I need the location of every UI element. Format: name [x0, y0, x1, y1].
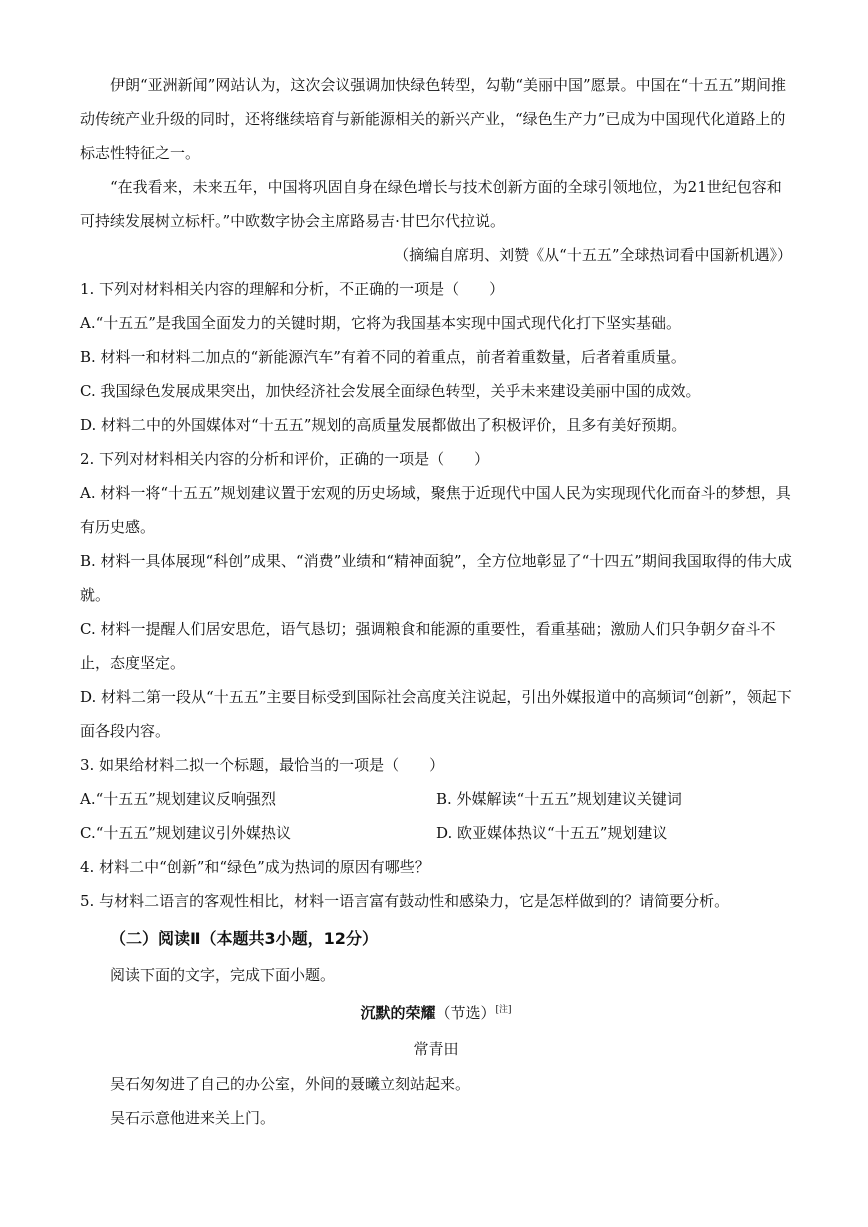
question-3-option-c: C.“十五五”规划建议引外媒热议 — [80, 824, 292, 842]
question-2-stem: 2. 下列对材料相关内容的分析和评价，正确的一项是（ ） — [80, 450, 490, 468]
question-3-stem: 3. 如果给材料二拟一个标题，最恰当的一项是（ ） — [80, 756, 445, 774]
question-1-option-b: B. 材料一和材料二加点的“新能源汽车”有着不同的着重点，前者着重数量，后者着重质量。 — [80, 348, 686, 366]
question-1-option-a: A.“十五五”是我国全面发力的关键时期，它将为我国基本实现中国式现代化打下坚实基础。 — [80, 314, 681, 332]
story-title-suffix: （节选） — [435, 1004, 496, 1022]
question-4: 4. 材料二中“创新”和“绿色”成为热词的原因有哪些？ — [80, 858, 430, 876]
question-2-option-c: C. 材料一提醒人们居安思危，语气恳切；强调粮食和能源的重要性，看重基础；激励人们只争朝夕奋斗不止，态度坚定。 — [80, 620, 776, 672]
question-3-options-row-2 — [80, 816, 792, 850]
question-1-option-d: D. 材料二中的外国媒体对“十五五”规划的高质量发展都做出了积极评价，且多有美好预期。 — [80, 416, 687, 434]
passage-paragraph: “在我看来，未来五年，中国将巩固自身在绿色增长与技术创新方面的全球引领地位，为21世纪包容和可持续发展树立标杆。”中欧数字协会主席路易吉·甘巴尔代拉说。 — [80, 178, 782, 230]
question-3-option-b: B. 外媒解读“十五五”规划建议关键词 — [436, 790, 682, 808]
story-line: 吴石示意他进来关上门。 — [110, 1109, 276, 1127]
section-instruction: 阅读下面的文字，完成下面小题。 — [110, 966, 336, 984]
question-5: 5. 与材料二语言的客观性相比，材料一语言富有鼓动性和感染力，它是怎样做到的？请简要分析。 — [80, 892, 730, 910]
story-author: 常青田 — [413, 1040, 459, 1058]
question-3-option-a: A.“十五五”规划建议反响强烈 — [80, 790, 276, 808]
question-2-option-d: D. 材料二第一段从“十五五”主要目标受到国际社会高度关注说起，引出外媒报道中的高频词“创新”，领起下面各段内容。 — [80, 688, 792, 740]
source-citation: （摘编自席玥、刘赞《从“十五五”全球热词看中国新机遇》） — [394, 246, 792, 264]
section-heading: （二）阅读Ⅱ（本题共3小题，12分） — [110, 929, 378, 948]
question-1-stem: 1. 下列对材料相关内容的理解和分析，不正确的一项是（ ） — [80, 280, 505, 298]
footnote-mark: [注] — [495, 1005, 512, 1015]
story-line: 吴石匆匆进了自己的办公室，外间的聂曦立刻站起来。 — [110, 1075, 471, 1093]
question-2-option-a: A. 材料一将“十五五”规划建议置于宏观的历史场域，聚焦于近现代中国人民为实现现代化而奋斗的梦想，具有历史感。 — [80, 484, 791, 536]
question-2-option-b: B. 材料一具体展现“科创”成果、“消费”业绩和“精神面貌”，全方位地彰显了“十四五”期间我国取得的伟大成就。 — [80, 552, 792, 604]
story-title-text: 沉默的荣耀 — [360, 1004, 436, 1022]
question-3-option-d: D. 欧亚媒体热议“十五五”规划建议 — [436, 824, 668, 842]
question-1-option-c: C. 我国绿色发展成果突出，加快经济社会发展全面绿色转型，关乎未来建设美丽中国的成效。 — [80, 382, 701, 400]
story-title — [80, 992, 792, 1031]
question-3-options-row-1 — [80, 782, 792, 816]
passage-paragraph: 伊朗“亚洲新闻”网站认为，这次会议强调加快绿色转型，勾勒“美丽中国”愿景。中国在“十五五”期间推动传统产业升级的同时，还将继续培育与新能源相关的新兴产业，“绿色生产力”已成为中国现代化道路上的标志性特征之一。 — [80, 76, 787, 162]
